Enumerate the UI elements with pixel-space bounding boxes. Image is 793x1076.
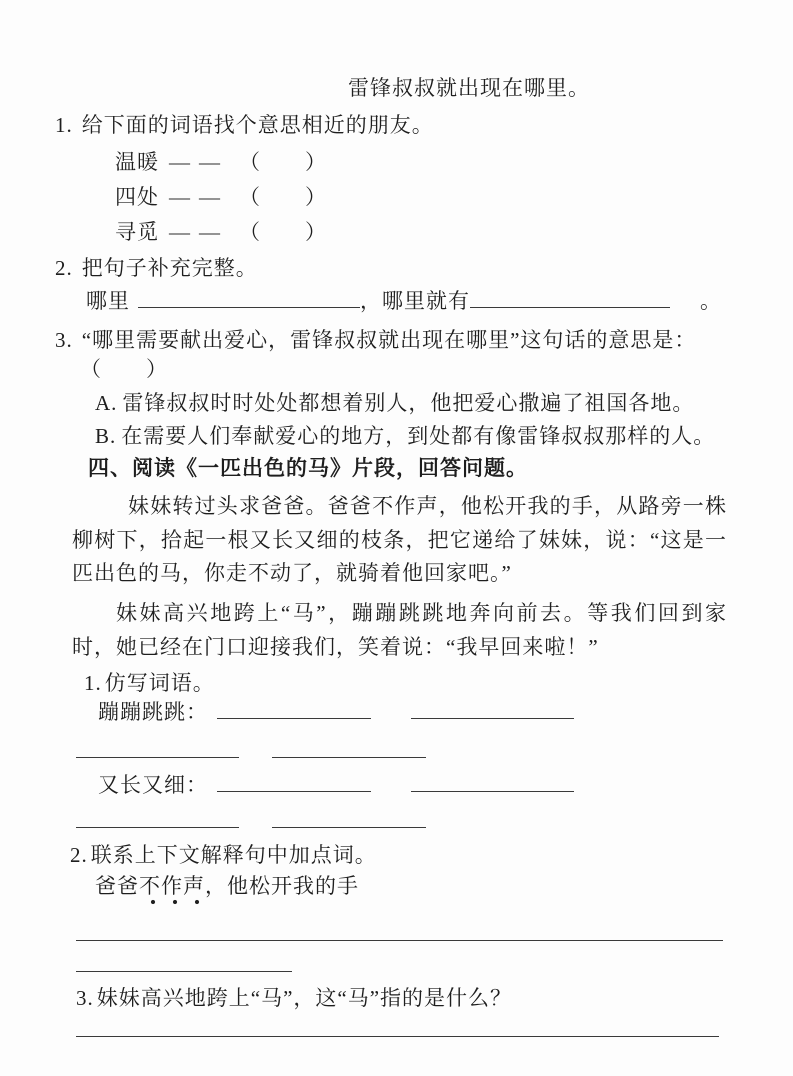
answer-blank: [138, 307, 360, 308]
synonym-word: 温暖: [115, 150, 159, 174]
pattern-word-1: 蹦蹦跳跳：: [98, 700, 208, 724]
option-b-label: B.: [95, 424, 117, 448]
answer-blank: [272, 735, 426, 758]
fill-prefix: 哪里: [86, 289, 130, 313]
sub3-heading: [76, 986, 512, 1010]
sub2-heading: [70, 843, 377, 867]
passage-paragraph-1: 妹妹转过头求爸爸。爸爸不作声，他松开我的手，从路旁一株柳树下，拾起一根又长又细的枝条，把它递给了妹妹，说：“这是一匹出色的马，你走不动了，就骑着他回家吧。”: [72, 494, 727, 585]
dotted-sentence: [95, 874, 359, 898]
sub1-heading: [84, 671, 215, 695]
answer-blank: [470, 307, 670, 308]
fill-middle: ，哪里就有: [360, 289, 470, 313]
answer-bracket: （ ）: [239, 150, 327, 174]
sub1-number: 1.: [84, 671, 102, 695]
synonym-word: 四处: [115, 185, 159, 209]
option-b-text: 在需要人们奉献爱心的地方，到处都有像雷锋叔叔那样的人。: [121, 424, 716, 448]
answer-blank: [272, 805, 426, 828]
q2-number: 2.: [55, 256, 73, 280]
synonym-row: [115, 185, 327, 209]
q1-heading: [55, 113, 434, 137]
q1-text: 给下面的词语找个意思相近的朋友。: [81, 113, 434, 137]
q3-number: 3.: [55, 328, 73, 352]
sub1-text: 仿写词语。: [104, 671, 215, 695]
answer-bracket: （ ）: [239, 220, 327, 244]
word-pattern-row-2: [98, 773, 574, 797]
sentence-prefix: 爸爸: [95, 874, 139, 898]
passage-paragraph-2: 妹妹高兴地跨上“马”，蹦蹦跳跳地奔向前去。等我们回到家时，她已经在门口迎接我们，笑着说：“我早回来啦！”: [72, 601, 727, 659]
answer-blank: [411, 718, 574, 719]
blank-row-2: [76, 805, 426, 833]
q2-fill-line: [86, 289, 722, 313]
option-b: [95, 424, 715, 448]
intro-line: 雷锋叔叔就出现在哪里。: [348, 76, 590, 100]
section4-heading: 四、阅读《一匹出色的马》片段，回答问题。: [88, 456, 528, 480]
answer-blank: [76, 735, 239, 758]
answer-rule-final: [76, 1036, 719, 1037]
q3-heading: [55, 328, 696, 352]
option-a-text: 雷锋叔叔时时处处都想着别人，他把爱心撒遍了祖国各地。: [122, 391, 695, 415]
synonym-word: 寻觅: [115, 220, 159, 244]
q3-text: “哪里需要献出爱心，雷锋叔叔就出现在哪里”这句话的意思是：: [81, 328, 697, 352]
synonym-row: [115, 150, 327, 174]
answer-rule-long: [76, 940, 723, 941]
q2-text: 把句子补充完整。: [81, 256, 258, 280]
blank-row-1: [76, 735, 426, 763]
answer-bracket: （ ）: [239, 185, 327, 209]
pattern-word-2: 又长又细：: [98, 773, 208, 797]
word-pattern-row-1: [98, 700, 574, 724]
sub2-number: 2.: [70, 843, 88, 867]
answer-rule-short: [76, 971, 292, 972]
sub3-text: 妹妹高兴地跨上“马”，这“马”指的是什么？: [96, 986, 513, 1010]
connector-dash: ——: [169, 150, 229, 174]
fill-suffix: 。: [700, 289, 722, 313]
connector-dash: ——: [169, 220, 229, 244]
synonym-row: [115, 220, 327, 244]
sub3-number: 3.: [76, 986, 94, 1010]
q2-heading: [55, 256, 258, 280]
answer-blank: [76, 805, 239, 828]
answer-blank: [217, 718, 371, 719]
answer-blank: [217, 791, 371, 792]
q3-answer-bracket: （ ）: [80, 357, 168, 381]
option-a: [95, 391, 694, 415]
sentence-dotted-words: 不作声: [139, 874, 205, 905]
sub2-text: 联系上下文解释句中加点词。: [90, 843, 377, 867]
connector-dash: ——: [169, 185, 229, 209]
q1-number: 1.: [55, 113, 73, 137]
answer-blank: [411, 791, 574, 792]
option-a-label: A.: [95, 391, 118, 415]
sentence-suffix: ，他松开我的手: [205, 874, 359, 898]
